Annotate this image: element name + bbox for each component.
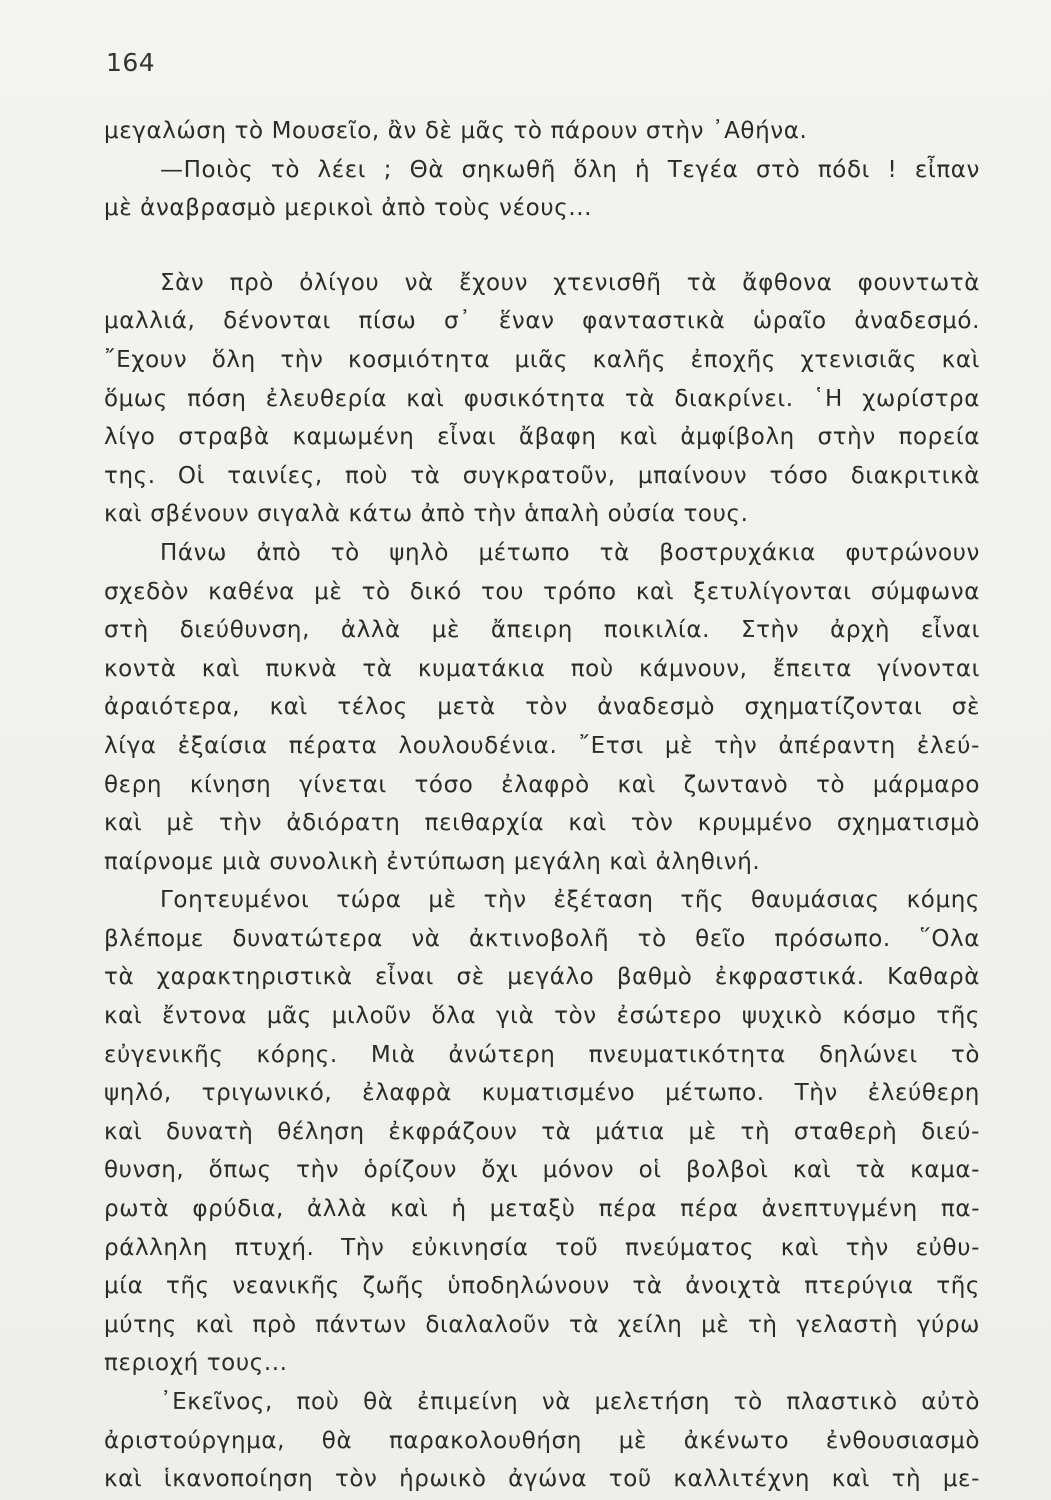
page-number: 164 [106,48,156,77]
text-line: κοντὰ καὶ πυκνὰ τὰ κυματάκια ποὺ κάμνουν, ἔπειτα γίνονται [104,655,980,682]
text-line: μὲ ἀναβρασμὸ μερικοὶ ἀπὸ τοὺς νέους... [104,195,593,222]
text-line: λίγο στραβὰ καμωμένη εἶναι ἄβαφη καὶ ἀμφίβολη στὴν πορεία [104,424,980,451]
text-line: μύτης καὶ πρὸ πάντων διαλαλοῦν τὰ χείλη μὲ τὴ γελαστὴ γύρω [104,1311,980,1338]
text-line: βλέπομε δυνατώτερα νὰ ἀκτινοβολῆ τὸ θεῖο πρόσωπο. ῞Ολα [104,925,980,952]
text-line: θυνση, ὅπως τὴν ὁρίζουν ὄχι μόνον οἱ βολβοὶ καὶ τὰ καμα- [104,1157,980,1184]
text-line: ᾿Εκεῖνος, ποὺ θὰ ἐπιμείνη νὰ μελετήση τὸ πλαστικὸ αὐτὸ [160,1389,980,1415]
text-line: της. Οἱ ταινίες, ποὺ τὰ συγκρατοῦν, μπαίνουν τόσο διακριτικὰ [104,462,980,489]
text-line: τὰ χαρακτηριστικὰ εἶναι σὲ μεγάλο βαθμὸ ἐκφραστικά. Καθαρὰ [104,964,980,991]
text-line: θερη κίνηση γίνεται τόσο ἐλαφρὸ καὶ ζωντανὸ τὸ μάρμαρο [104,771,980,798]
text-line: περιοχή τους... [104,1350,288,1377]
text-line: μαλλιά, δένονται πίσω σ᾿ ἕναν φανταστικὰ ὡραῖο ἀναδεσμό. [104,308,980,335]
text-line: καὶ σβένουν σιγαλὰ κάτω ἀπὸ τὴν ἁπαλὴ οὐσία τους. [104,501,749,528]
text-line: ἀριστούργημα, θὰ παρακολουθήση μὲ ἀκένωτο ἐνθουσιασμὸ [104,1427,980,1454]
text-line: καὶ δυνατὴ θέληση ἐκφράζουν τὰ μάτια μὲ τὴ σταθερὴ διεύ- [104,1118,980,1145]
text-line: καὶ ἱκανοποίηση τὸν ἡρωικὸ ἀγώνα τοῦ καλλιτέχνη καὶ τὴ με- [104,1466,980,1493]
text-line: μεγαλώση τὸ Μουσεῖο, ἂν δὲ μᾶς τὸ πάρουν στὴν ᾿Αθήνα. [104,118,808,144]
text-line: παίρνομε μιὰ συνολικὴ ἐντύπωση μεγάλη καὶ ἀληθινή. [104,848,761,875]
text-line: ὅμως πόση ἐλευθερία καὶ φυσικότητα τὰ διακρίνει. ῾Η χωρίστρα [104,385,980,412]
text-line: ψηλό, τριγωνικό, ἐλαφρὰ κυματισμένο μέτωπο. Τὴν ἐλεύθερη [104,1080,980,1107]
text-line: ῎Εχουν ὅλη τὴν κοσμιότητα μιᾶς καλῆς ἐποχῆς χτενισιᾶς καὶ [104,346,980,373]
text-line: Γοητευμένοι τώρα μὲ τὴν ἐξέταση τῆς θαυμάσιας κόμης [160,887,980,914]
text-line: λίγα ἐξαίσια πέρατα λουλουδένια. ῎Ετσι μὲ τὴν ἀπέραντη ἐλεύ- [104,732,980,759]
text-line: καὶ ἔντονα μᾶς μιλοῦν ὅλα γιὰ τὸν ἐσώτερο ψυχικὸ κόσμο τῆς [104,1003,980,1030]
paragraph-gap [104,228,980,264]
text-line: στὴ διεύθυνση, ἀλλὰ μὲ ἄπειρη ποικιλία. Στὴν ἀρχὴ εἶναι [104,617,980,644]
text-line: ρωτὰ φρύδια, ἀλλὰ καὶ ἡ μεταξὺ πέρα πέρα ἀνεπτυγμένη πα- [104,1196,980,1223]
text-line: ἀραιότερα, καὶ τέλος μετὰ τὸν ἀναδεσμὸ σχηματίζονται σὲ [104,694,980,721]
body-text [104,112,980,1499]
text-line: ράλληλη πτυχή. Τὴν εὐκινησία τοῦ πνεύματος καὶ τὴν εὐθυ- [104,1234,980,1261]
text-line: Πάνω ἀπὸ τὸ ψηλὸ μέτωπο τὰ βοστρυχάκια φυτρώνουν [160,539,980,566]
text-line: καὶ μὲ τὴν ἀδιόρατη πειθαρχία καὶ τὸν κρυμμένο σχηματισμὸ [104,810,980,837]
text-line: μία τῆς νεανικῆς ζωῆς ὑποδηλώνουν τὰ ἀνοιχτὰ πτερύγια τῆς [104,1273,980,1300]
text-line: σχεδὸν καθένα μὲ τὸ δικό του τρόπο καὶ ξετυλίγονται σύμφωνα [104,578,980,605]
text-line: Σὰν πρὸ ὀλίγου νὰ ἔχουν χτενισθῆ τὰ ἄφθονα φουντωτὰ [160,269,980,296]
text-line: εὐγενικῆς κόρης. Μιὰ ἀνώτερη πνευματικότητα δηλώνει τὸ [104,1041,980,1068]
text-line: —Ποιὸς τὸ λέει ; Θὰ σηκωθῆ ὅλη ἡ Τεγέα στὸ πόδι ! εἶπαν [160,156,980,183]
